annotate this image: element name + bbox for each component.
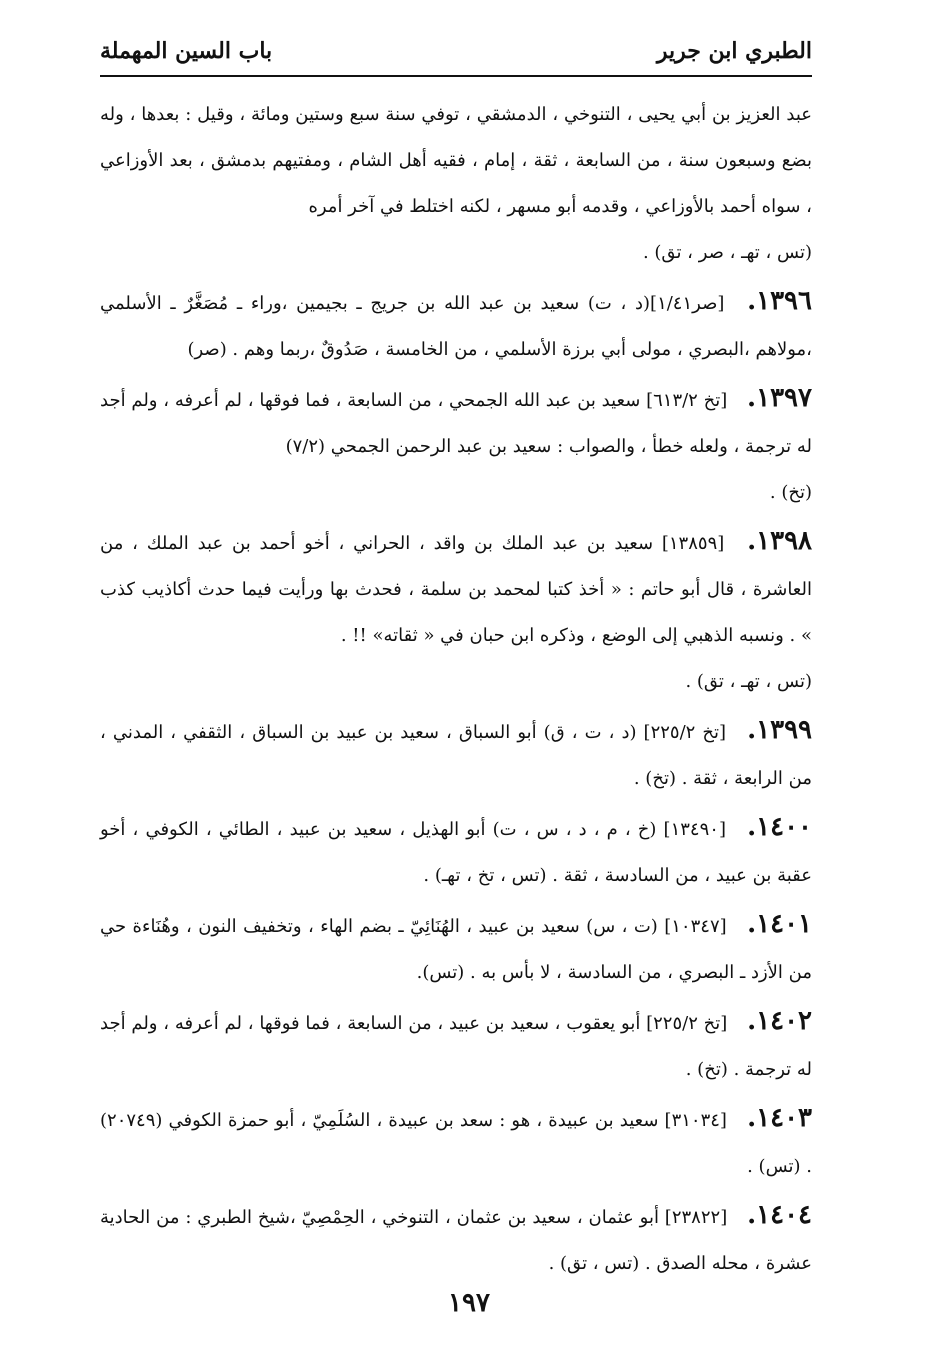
text-line: أعرفه ، ولم أجد له ترجمة ، ولعله خطأ ، والصواب : سعيد بن عبد الرحمن الجمحي (٧/٢) [100,390,812,457]
entry-number: ١٣٩٧. [747,383,812,413]
entry-1398 [100,518,812,705]
entry-1396 [100,278,812,373]
text-line: الكوفي (٢٠٧٤٩) . (تس) . [100,1110,812,1177]
entry-1400 [100,804,812,899]
text-line: بعدها ، وله بضع وسبعون سنة ، من السابعة ، ثقة ، إمام ، فقيه أهل الشام ، ومفتيهم [100,104,812,171]
text-line: بدمشق ، بعد الأوزاعي ، سواه أحمد بالأوزاعي ، وقدمه أبو مسهر ، لكنه اختلط في آخر أمره [100,150,812,217]
header-chapter: باب السين المهملة [100,38,273,64]
entry-1403 [100,1095,812,1190]
entry-number: ١٤٠٣. [747,1103,812,1133]
text-line: عبد الملك ، من العاشرة ، قال أبو حاتم : « أخذ كتبا لمحمد بن سلمة ، فحدث بها ورأيت [100,533,812,600]
entry-number: ١٣٩٦. [747,286,812,316]
entry-number: ١٤٠٠. [747,812,812,842]
entry-number: ١٤٠٤. [747,1200,813,1230]
text-line: عبد العزيز بن أبي يحيى ، التنوخي ، الدمشقي ، توفي سنة سبع وستين ومائة ، وقيل : [185,104,812,125]
page-number: ١٩٧ [448,1288,490,1318]
text-line: [صر١/٤١](د ، ت) سعيد بن عبد الله بن جريج ـ بجيمين ،وراء ـ مُصَغَّرٌ ـ [170,293,725,314]
entry-number: ١٤٠١. [747,909,812,939]
running-header [100,30,812,70]
text-line: فيما حدث أكاذيب كذب » . ونسبه الذهبي إلى الوضع ، وذكره ابن حبان في « ثقاته» !! . [100,579,812,646]
header-author: الطبري ابن جرير [656,38,812,64]
text-line: الأسلمي ،مولاهم ،البصري ، مولى أبي برزة الأسلمي ، من الخامسة ، صَدُوقٌ ،ربما وهم . (صر) [100,293,812,360]
text-line: [تخ ٢٢٥/٢] أبو يعقوب ، سعيد بن عبيد ، من السابعة ، فما فوقها ، [247,1013,728,1034]
entry-1399 [100,707,812,802]
text-line: (تس ، تهـ ، صر ، تق) . [642,242,812,263]
entry-1401 [100,901,812,996]
text-line: [تخ ٦١٣/٢] سعيد بن عبد الله الجمحي ، من السابعة ، فما فوقها ، لم [224,390,728,411]
entry-1404 [100,1192,812,1287]
text-line: الطائي ، الكوفي ، أخو عقبة بن عبيد ، من السادسة ، ثقة . (تس ، تخ ، تهـ) . [100,819,812,886]
text-line: [١٣٨٥٩] سعيد بن عبد الملك بن واقد ، الحراني ، أخو أحمد بن [232,533,725,554]
header-rule [100,75,812,77]
entry-number: ١٣٩٩. [747,715,812,745]
entry-1397 [100,375,812,516]
entry-number: ١٤٠٢. [747,1006,812,1036]
text-line: النون ، وهُنَاءة حي من الأزد ـ البصري ، من السادسة ، لا بأس به . (تس). [100,916,812,983]
continuation-paragraph [100,92,812,276]
text-line: [٣١٠٣٤] سعيد بن عبيدة ، هو : سعد بن عبيدة ، السُلَمِيّ ، أبو حمزة [228,1110,727,1131]
text-line: [تخ ٢٢٥/٢] (د ، ت ، ق) أبو السباق ، سعيد بن عبيد بن السباق ، [239,722,727,743]
entry-number: ١٣٩٨. [747,526,812,556]
text-line: لم أعرفه ، ولم أجد له ترجمة . (تخ) . [100,1013,812,1080]
text-line: [٢٣٨٢٢] أبو عثمان ، سعيد بن عثمان ، التنوخي ، الحِمْصِيّ ،شيخ [257,1207,728,1228]
text-line: (تس ، تهـ ، تق) . [685,671,812,692]
text-line: (تخ) . [769,482,812,503]
text-line: الطبري : من الحادية عشرة ، محله الصدق . (تس ، تق) . [100,1207,812,1274]
text-line: [١٣٤٩٠] (خ ، م ، د ، س ، ت) أبو الهذيل ، سعيد بن عبيد ، [276,819,726,840]
text-line: [١٠٣٤٧] (ت ، س) سعيد بن عبيد ، الهُنَائِيّ ـ بضم الهاء ، وتخفيف [243,916,727,937]
text-line: الثقفي ، المدني ، من الرابعة ، ثقة . (تخ) . [100,722,812,789]
page-body [100,92,812,1289]
entry-1402 [100,998,812,1093]
